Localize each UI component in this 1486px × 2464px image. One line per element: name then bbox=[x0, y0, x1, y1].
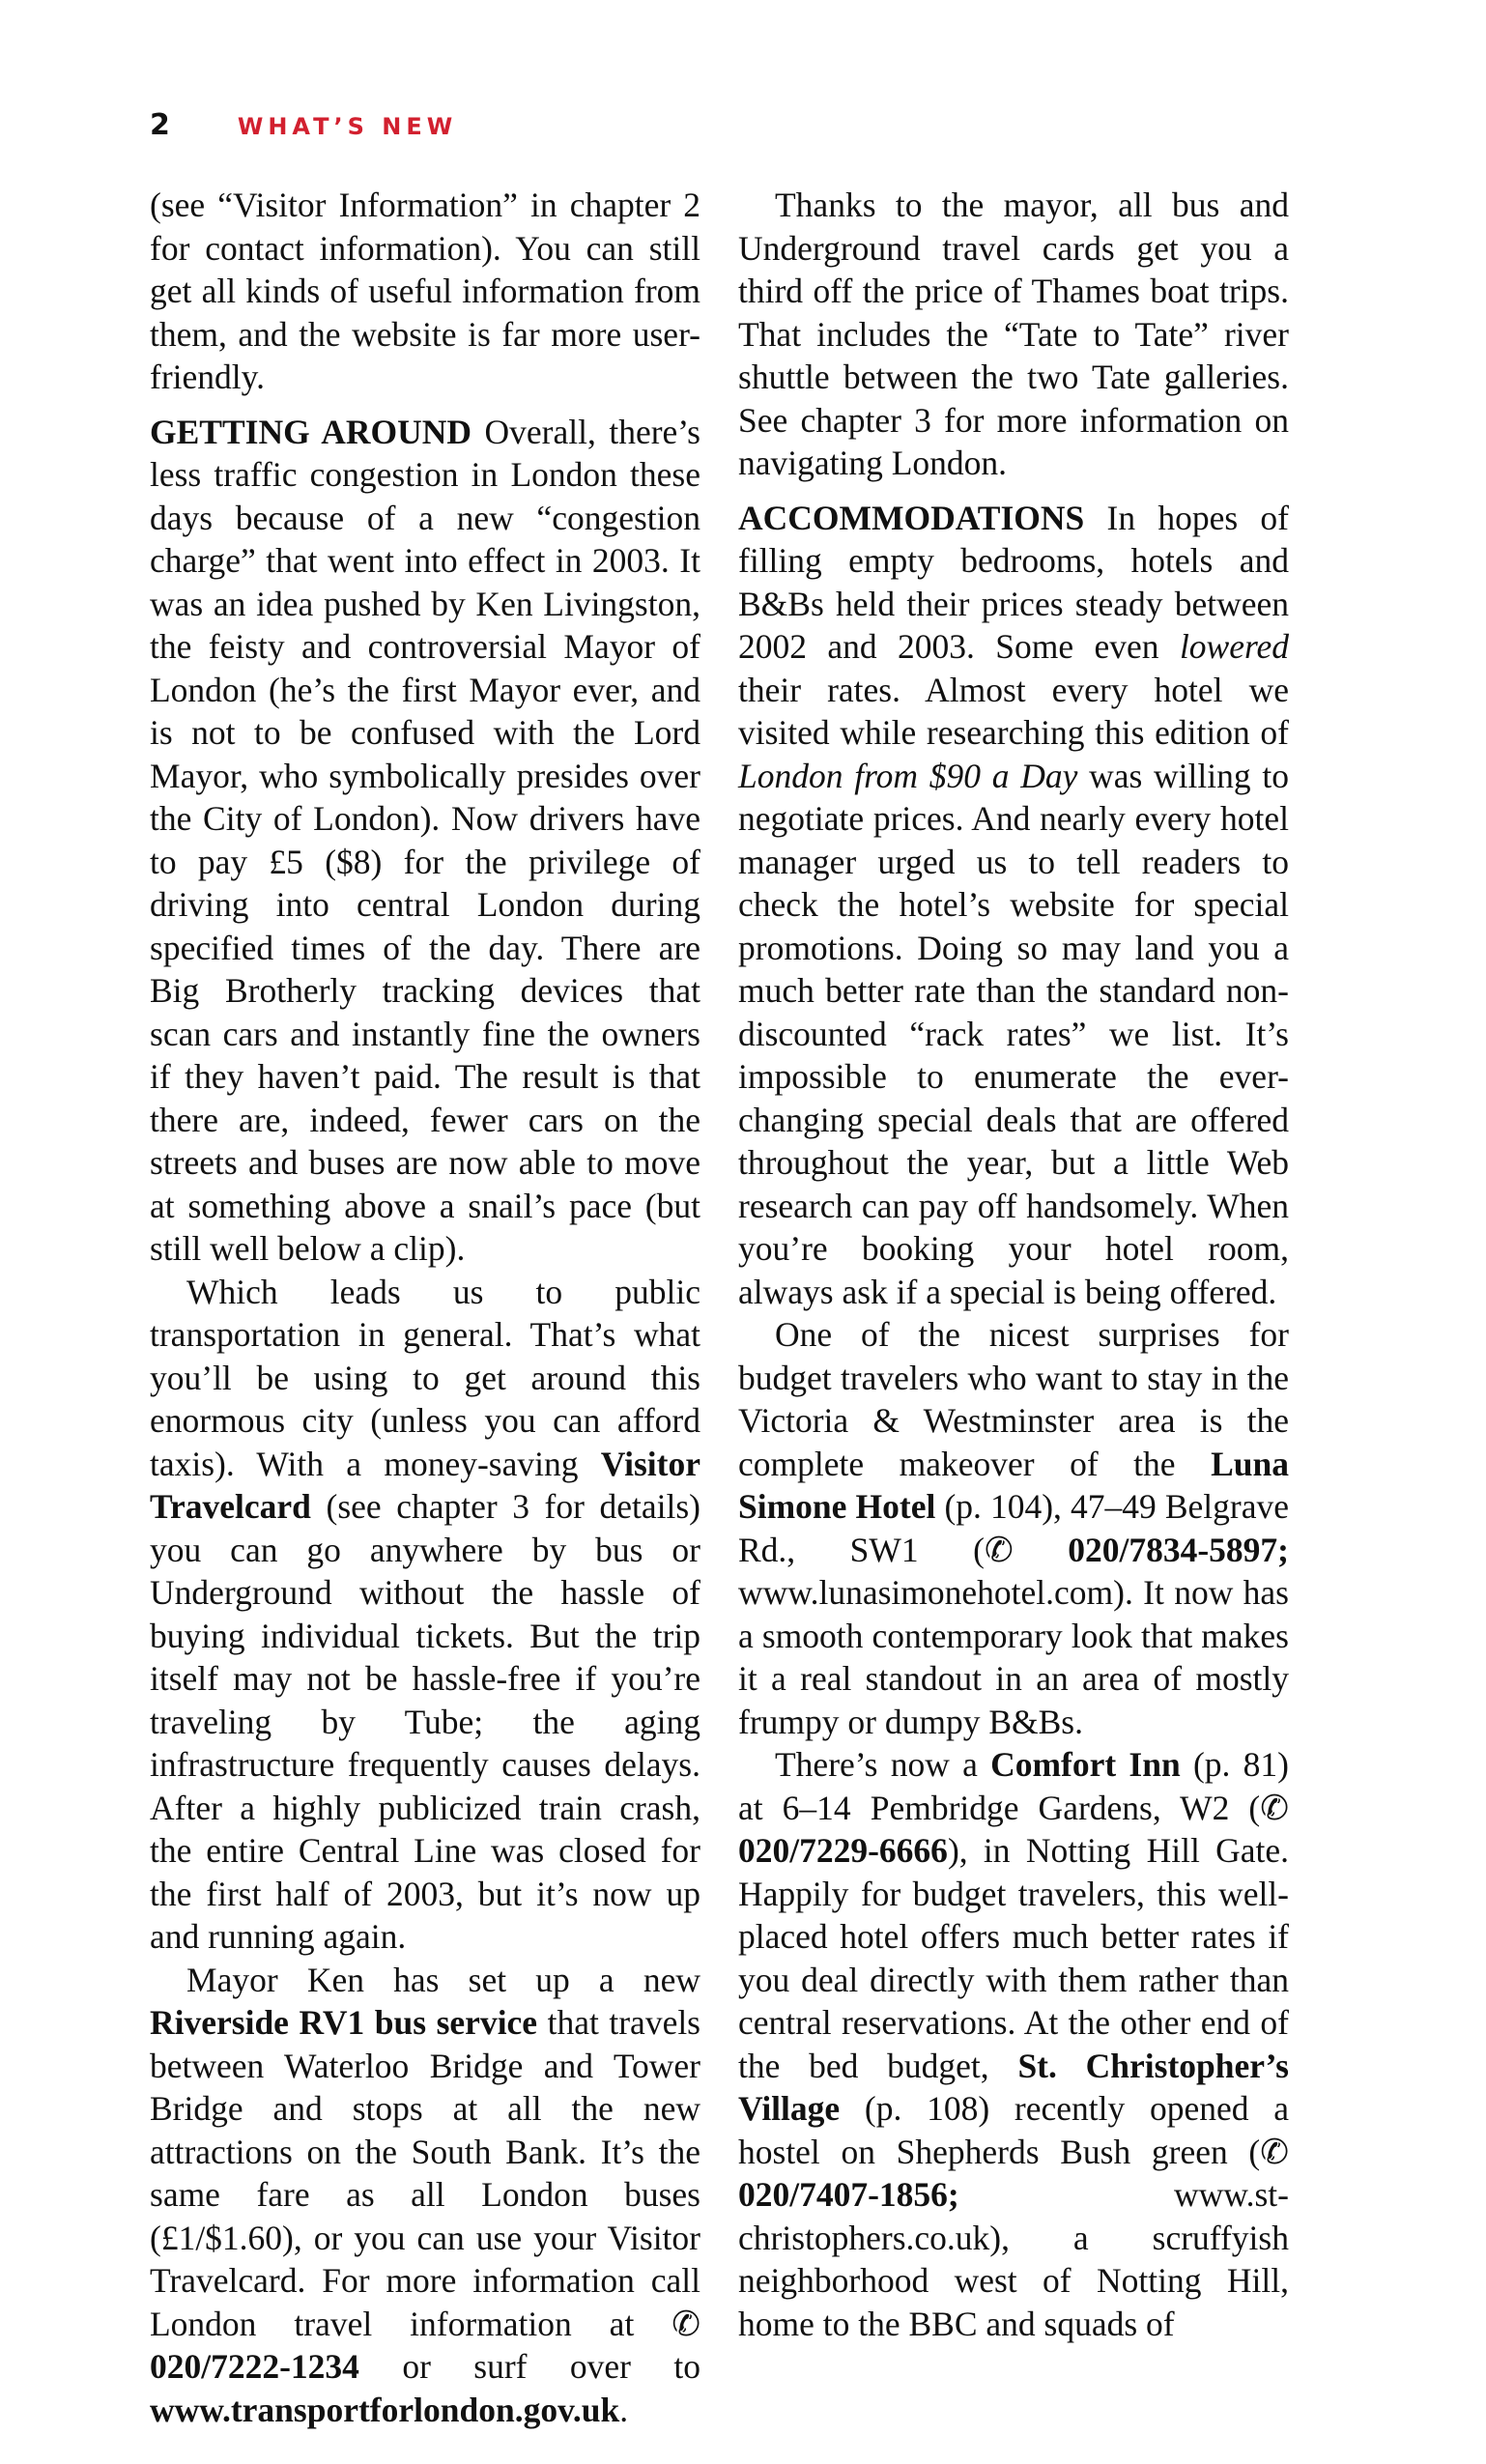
paragraph-text: ), in Notting Hill Gate. Happily for budget travelers, this well-placed hotel offers much better rates if you deal directly with them rather than central reservations. At the other end of the bed budget, bbox=[738, 1831, 1289, 2085]
right-column bbox=[738, 184, 1289, 2345]
hotel-name: Luna Simone Hotel bbox=[738, 1444, 1289, 1526]
section-title: WHAT’S NEW bbox=[237, 113, 458, 140]
paragraph bbox=[738, 1313, 1289, 1743]
paragraph bbox=[738, 184, 1289, 485]
paragraph-accommodations bbox=[738, 497, 1289, 1314]
phone-icon: ✆ bbox=[985, 1530, 1014, 1569]
paragraph bbox=[738, 1743, 1289, 2345]
phone-number: 020/7229-6666 bbox=[738, 1831, 948, 1870]
paragraph-text: www.lunasimonehotel.com). It now has a smooth contemporary look that makes it a real standout in an area of mostly frumpy or dumpy B&Bs. bbox=[738, 1573, 1289, 1741]
paragraph-text: Thanks to the mayor, all bus and Underground travel cards get you a third off the price of Thames boat trips. That includes the “Tate to Tate” river shuttle between the two Tate galleries. See chapter 3 for more information on navigating London. bbox=[738, 186, 1289, 482]
page-number: 2 bbox=[150, 108, 170, 142]
italic-term: lowered bbox=[1179, 627, 1289, 666]
paragraph-text: or surf over to bbox=[358, 2347, 700, 2386]
paragraph-text: Mayor Ken has set up a new bbox=[186, 1960, 700, 1999]
phone-icon: ✆ bbox=[1260, 1788, 1289, 1827]
paragraph-text: One of the nicest surprises for budget travelers who want to stay in the Victoria & Westminster area is the complete makeover of the bbox=[738, 1315, 1289, 1483]
phone-icon: ✆ bbox=[1260, 2132, 1289, 2171]
bold-term: Visitor Travelcard bbox=[150, 1444, 700, 1526]
paragraph-text: (p. 104), 47–49 Belgrave Rd., SW1 ( bbox=[738, 1487, 1290, 1569]
paragraph bbox=[150, 184, 700, 399]
phone-number: 020/7407-1856; bbox=[738, 2175, 959, 2214]
paragraph-text: Overall, there’s less traffic congestion in London these days because of a new “congestion charge” that went into effect in 2003. It was an idea pushed by Ken Livingston, the feisty and controversial Mayor of London (he’s the first Mayor ever, and is not to be confused with the Lord Mayor, who symbolically presides over the City of London). Now drivers have to pay £5 ($8) for the privilege of driving into central London during specified times of the day. There are Big Brotherly tracking devices that scan cars and instantly fine the owners if they haven’t paid. The result is that there are, indeed, fewer cars on the streets and buses are now able to move at something above a snail’s pace (but still well below a clip). bbox=[150, 412, 700, 1268]
website-url: www.transportforlondon.gov.uk bbox=[150, 2390, 620, 2429]
hostel-name: St. Christopher’s Village bbox=[738, 2046, 1289, 2128]
left-column bbox=[150, 184, 700, 2431]
paragraph-text: their rates. Almost every hotel we visited while researching this edition of bbox=[738, 670, 1289, 752]
phone-number: 020/7834-5897; bbox=[1013, 1530, 1290, 1569]
paragraph-text: www.st-christophers.co.uk), a scruffyish neighborhood west of Notting Hill, home to the BBC and squads of bbox=[738, 2175, 1289, 2343]
paragraph-text: There’s now a bbox=[775, 1745, 991, 1784]
paragraph-text: was willing to negotiate prices. And nearly every hotel manager urged us to tell readers to check the hotel’s website for special promotions. Doing so may land you a much better rate than the standard non-discounted “rack rates” we list. It’s impossible to enumerate the ever-changing special deals that are offered throughout the year, but a little Web research can pay off handsomely. When you’re booking your hotel room, always ask if a special is being offered. bbox=[738, 756, 1289, 1311]
section-heading: ACCOMMODATIONS bbox=[738, 498, 1085, 537]
paragraph bbox=[150, 1959, 700, 2432]
paragraph-text: Which leads us to public transportation in general. That’s what you’ll be using to get around this enormous city (unless you can afford taxis). With a money-saving bbox=[150, 1272, 700, 1483]
book-title: London from $90 a Day bbox=[738, 756, 1078, 795]
bold-term: Riverside RV1 bus service bbox=[150, 2003, 538, 2042]
phone-number: 020/7222-1234 bbox=[150, 2347, 359, 2386]
phone-icon: ✆ bbox=[672, 2304, 700, 2343]
section-heading: GETTING AROUND bbox=[150, 412, 472, 451]
running-head bbox=[150, 108, 457, 157]
hotel-name: Comfort Inn bbox=[990, 1745, 1181, 1784]
paragraph bbox=[150, 1271, 700, 1959]
paragraph-text: that travels between Waterloo Bridge and Tower Bridge and stops at all the new attractions on the South Bank. It’s the same fare as all London buses (£1/$1.60), or you can use your Visitor Travelcard. For more information call London travel information at bbox=[150, 2003, 700, 2343]
paragraph-text: . bbox=[619, 2390, 629, 2429]
paragraph-getting-around bbox=[150, 411, 700, 1271]
paragraph-text: (see chapter 3 for details) you can go anywhere by bus or Underground without the hassle of buying individual tickets. But the trip itself may not be hassle-free if you’re traveling by Tube; the aging infrastructure frequently causes delays. After a highly publicized train crash, the entire Central Line was closed for the first half of 2003, but it’s now up and running again. bbox=[150, 1487, 700, 1956]
paragraph-text: In hopes of filling empty bedrooms, hotels and B&Bs held their prices steady between 2002 and 2003. Some even bbox=[738, 498, 1289, 666]
paragraph-text: (p. 81) at 6–14 Pembridge Gardens, W2 ( bbox=[738, 1745, 1289, 1827]
paragraph-text: (see “Visitor Information” in chapter 2 for contact information). You can still get all kinds of useful information from them, and the website is far more user-friendly. bbox=[150, 186, 700, 396]
paragraph-text: (p. 108) recently opened a hostel on Shepherds Bush green ( bbox=[738, 2089, 1289, 2171]
